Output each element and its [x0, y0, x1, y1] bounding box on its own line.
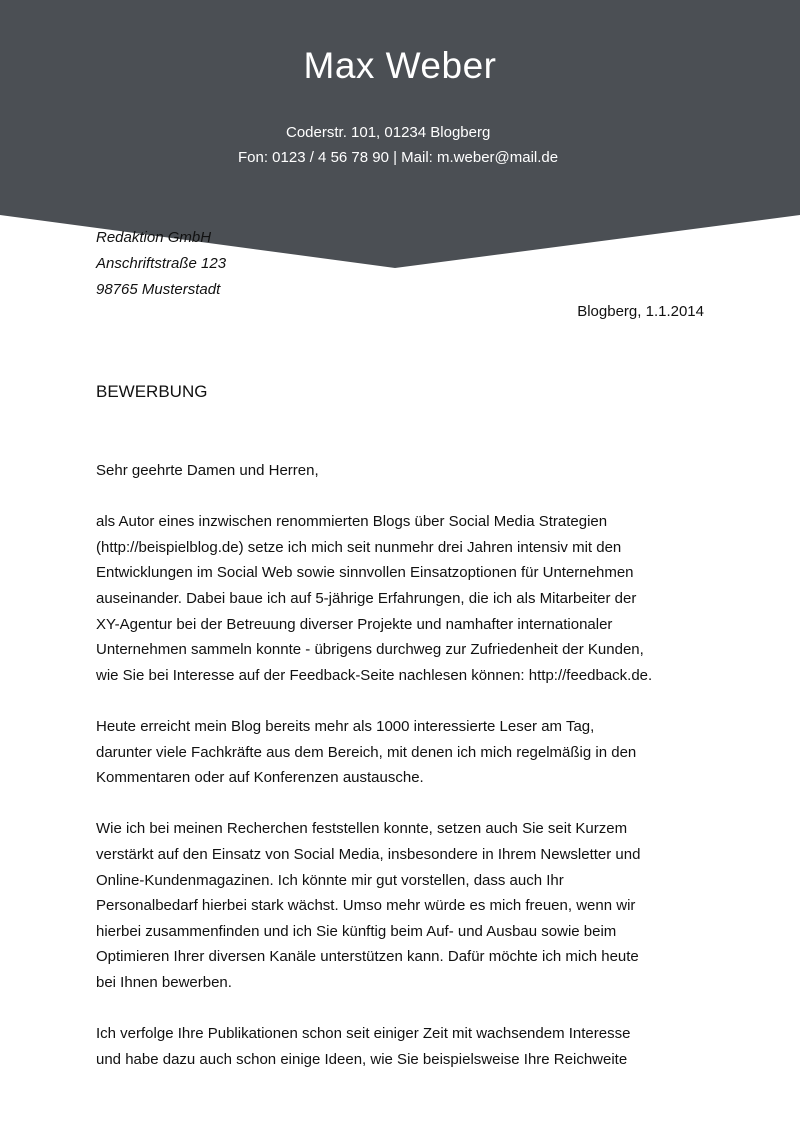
- recipient-address-block: [96, 225, 226, 303]
- body-line: Kommentaren oder auf Konferenzen austausche.: [96, 769, 424, 787]
- letter-body: [96, 458, 706, 1098]
- body-line: Optimieren Ihrer diversen Kanäle unterstützen kann. Dafür möchte ich mich heute: [96, 948, 639, 966]
- body-line: Online-Kundenmagazinen. Ich könnte mir gut vorstellen, dass auch Ihr: [96, 871, 564, 889]
- salutation: [96, 458, 706, 484]
- body-line: verstärkt auf den Einsatz von Social Media, insbesondere in Ihrem Newsletter und: [96, 845, 641, 863]
- body-paragraph-3: [96, 816, 706, 995]
- body-line: (http://beispielblog.de) setze ich mich seit nunmehr drei Jahren intensiv mit den: [96, 538, 622, 556]
- body-line: Ich verfolge Ihre Publikationen schon seit einiger Zeit mit wachsendem Interesse: [96, 1025, 631, 1043]
- letter-subject: BEWERBUNG: [96, 382, 208, 401]
- body-line: und habe dazu auch schon einige Ideen, wie Sie beispielsweise Ihre Reichweite: [96, 1050, 628, 1068]
- sender-name: Max Weber: [303, 45, 497, 86]
- body-line: XY-Agentur bei der Betreuung diverser Projekte und namhafter internationaler: [96, 615, 613, 633]
- sender-contact: Fon: 0123 / 4 56 78 90 | Mail: m.weber@mail.de: [238, 149, 559, 166]
- body-line: hierbei zusammenfinden und ich Sie künftig beim Auf- und Ausbau sowie beim: [96, 922, 617, 940]
- body-line: Wie ich bei meinen Recherchen feststellen konnte, setzen auch Sie seit Kurzem: [96, 820, 628, 838]
- body-line: Unternehmen sammeln konnte - übrigens durchweg zur Zufriedenheit der Kunden,: [96, 641, 644, 659]
- body-line: als Autor eines inzwischen renommierten Blogs über Social Media Strategien: [96, 513, 608, 531]
- salutation-text: Sehr geehrte Damen und Herren,: [96, 462, 319, 479]
- body-line: auseinander. Dabei baue ich auf 5-jährige Erfahrungen, die ich als Mitarbeiter der: [96, 589, 637, 607]
- body-line: Entwicklungen im Social Web sowie sinnvollen Einsatzoptionen für Unternehmen: [96, 564, 634, 582]
- body-paragraph-1: [96, 509, 706, 688]
- body-paragraph-2: [96, 714, 706, 791]
- body-line: bei Ihnen bewerben.: [96, 973, 232, 991]
- body-line: darunter viele Fachkräfte aus dem Bereich, mit denen ich mich regelmäßig in den: [96, 743, 637, 761]
- body-line: wie Sie bei Interesse auf der Feedback-Seite nachlesen können: http://feedback.de.: [96, 666, 653, 684]
- recipient-city: 98765 Musterstadt: [96, 281, 221, 298]
- letter-date: Blogberg, 1.1.2014: [577, 303, 704, 320]
- body-line: Heute erreicht mein Blog bereits mehr als 1000 interessierte Leser am Tag,: [96, 717, 595, 735]
- sender-address: Coderstr. 101, 01234 Blogberg: [286, 124, 491, 141]
- recipient-street: Anschriftstraße 123: [96, 255, 227, 272]
- recipient-company: Redaktion GmbH: [96, 229, 212, 246]
- body-paragraph-4: [96, 1021, 706, 1072]
- body-line: Personalbedarf hierbei stark wächst. Umso mehr würde es mich freuen, wenn wir: [96, 897, 636, 915]
